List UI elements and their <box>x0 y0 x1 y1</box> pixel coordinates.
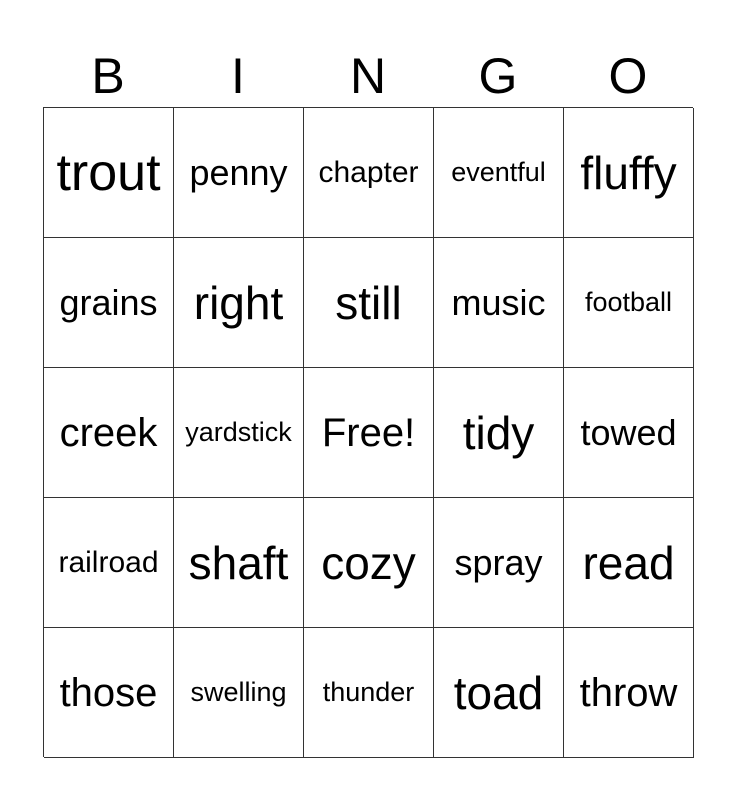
bingo-cell[interactable]: football <box>564 238 694 368</box>
bingo-cell[interactable]: those <box>44 628 174 758</box>
free-space-cell[interactable]: Free! <box>304 368 434 498</box>
bingo-header <box>43 46 693 106</box>
bingo-cell[interactable]: toad <box>434 628 564 758</box>
header-letter-n: N <box>349 48 387 104</box>
bingo-cell[interactable]: still <box>304 238 434 368</box>
bingo-cell[interactable]: throw <box>564 628 694 758</box>
bingo-cell[interactable]: music <box>434 238 564 368</box>
bingo-cell[interactable]: yardstick <box>174 368 304 498</box>
header-letter-i: I <box>231 48 245 104</box>
bingo-cell[interactable]: thunder <box>304 628 434 758</box>
bingo-cell[interactable]: chapter <box>304 108 434 238</box>
header-letter-g: G <box>478 48 518 104</box>
bingo-cell[interactable]: read <box>564 498 694 628</box>
bingo-cell[interactable]: right <box>174 238 304 368</box>
bingo-cell[interactable]: towed <box>564 368 694 498</box>
bingo-cell[interactable]: eventful <box>434 108 564 238</box>
header-letter-o: O <box>608 48 648 104</box>
bingo-cell[interactable]: grains <box>44 238 174 368</box>
bingo-cell[interactable]: tidy <box>434 368 564 498</box>
bingo-card-grid <box>43 107 693 757</box>
bingo-cell[interactable]: creek <box>44 368 174 498</box>
bingo-cell[interactable]: penny <box>174 108 304 238</box>
bingo-cell[interactable]: shaft <box>174 498 304 628</box>
bingo-cell[interactable]: swelling <box>174 628 304 758</box>
bingo-cell[interactable]: trout <box>44 108 174 238</box>
bingo-cell[interactable]: railroad <box>44 498 174 628</box>
header-letter-b: B <box>91 48 125 104</box>
bingo-cell[interactable]: fluffy <box>564 108 694 238</box>
bingo-cell[interactable]: spray <box>434 498 564 628</box>
bingo-cell[interactable]: cozy <box>304 498 434 628</box>
